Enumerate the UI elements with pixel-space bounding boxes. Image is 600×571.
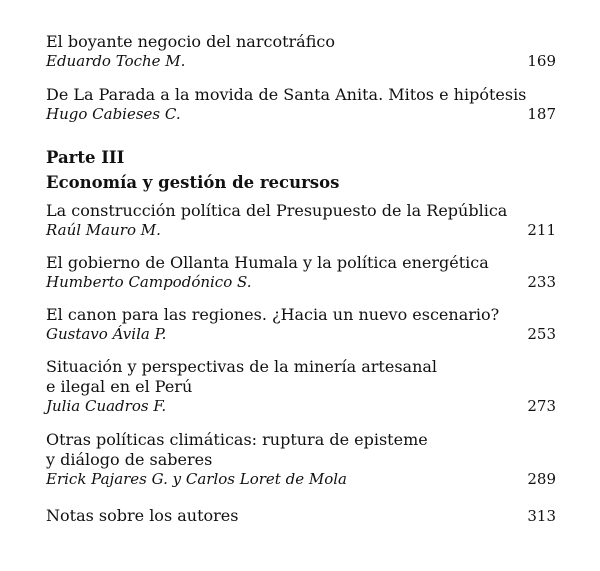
entry-page-number: 211 [527, 221, 556, 239]
entry-title: De La Parada a la movida de Santa Anita. Mitos e hipótesis [46, 85, 527, 104]
entry-title-line-1: Situación y perspectivas de la minería artesanal [46, 357, 438, 376]
toc-entry-notes [46, 506, 556, 526]
entry-page-number: 187 [527, 105, 556, 123]
toc-entry [46, 305, 556, 344]
part-heading: Economía y gestión de recursos [46, 173, 340, 192]
entry-title: El gobierno de Ollanta Humala y la política energética [46, 253, 489, 272]
toc-entry [46, 32, 556, 71]
part-label: Parte III [46, 148, 125, 167]
entry-page-number: 289 [527, 470, 556, 488]
entry-title: Notas sobre los autores [46, 506, 239, 525]
entry-author: Erick Pajares G. y Carlos Loret de Mola [46, 470, 347, 488]
entry-author: Julia Cuadros F. [46, 397, 167, 415]
entry-title-line-2: e ilegal en el Perú [46, 377, 193, 396]
entry-title-line-1: Otras políticas climáticas: ruptura de episteme [46, 430, 428, 449]
entry-page-number: 233 [527, 273, 556, 291]
toc-entry [46, 201, 556, 240]
toc-entry [46, 357, 556, 416]
entry-author: Raúl Mauro M. [46, 221, 161, 239]
entry-title: El canon para las regiones. ¿Hacia un nuevo escenario? [46, 305, 500, 324]
entry-page-number: 273 [527, 397, 556, 415]
entry-author: Hugo Cabieses C. [46, 105, 181, 123]
toc-entry [46, 430, 556, 489]
entry-title: El boyante negocio del narcotráfico [46, 32, 335, 51]
entry-title: La construcción política del Presupuesto de la República [46, 201, 508, 220]
entry-author: Gustavo Ávila P. [46, 325, 167, 343]
entry-page-number: 253 [527, 325, 556, 343]
entry-author: Humberto Campodónico S. [46, 273, 252, 291]
toc-entry [46, 253, 556, 292]
entry-page-number: 169 [527, 52, 556, 70]
entry-author: Eduardo Toche M. [46, 52, 186, 70]
entry-page-number: 313 [527, 507, 556, 525]
entry-title-line-2: y diálogo de saberes [46, 450, 213, 469]
toc-entry [46, 85, 556, 124]
